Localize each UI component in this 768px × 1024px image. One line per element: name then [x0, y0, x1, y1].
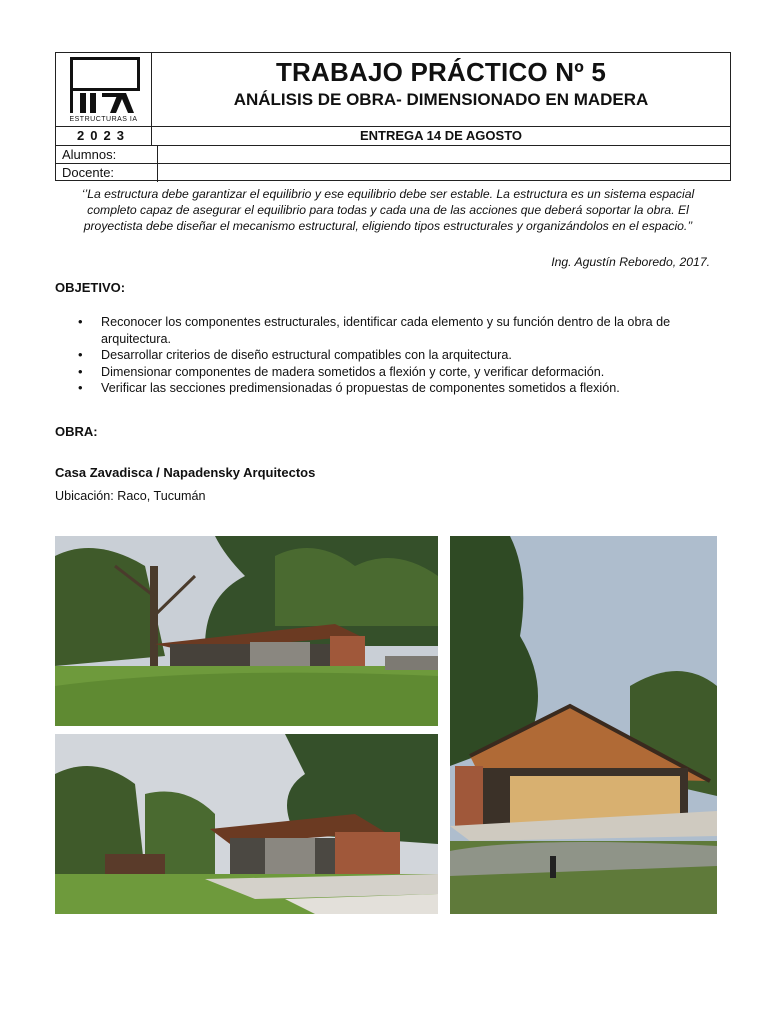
list-item: • Desarrollar criterios de diseño estructural compatibles con la arquitectura. [78, 347, 512, 362]
teacher-field[interactable] [152, 164, 730, 182]
title-cell [152, 53, 730, 126]
objective-heading: OBJETIVO: [55, 280, 126, 295]
project-name: Casa Zavadisca / Napadensky Arquitectos [55, 465, 316, 480]
list-item: • Verificar las secciones predimensionadas ó propuestas de componentes sometidos a flexión. [78, 380, 620, 395]
bullet-icon: • [78, 314, 83, 329]
students-label: Alumnos: [56, 146, 158, 164]
year: 2023 [56, 127, 152, 145]
logo-mark-icon [66, 55, 142, 115]
list-item: • Reconocer los componentes estructurales, identificar cada elemento y su función dentro de la obra de arquitectura. [78, 314, 671, 346]
project-location: Ubicación: Raco, Tucumán [55, 489, 206, 503]
students-field[interactable] [152, 146, 730, 164]
quote-attribution: Ing. Agustín Reboredo, 2017. [551, 255, 710, 269]
logo-caption: ESTRUCTURAS IA [69, 116, 138, 123]
bullet-icon: • [78, 380, 83, 395]
quote-text: ‘’La estructura debe garantizar el equilibrio y ese equilibrio debe ser estable. La estructura es un sistema espacial completo capaz de asegurar el equilibrio para todas y cada una de las acciones que deberá soportar la obra. El proyectista debe diseñar el mecanismo estructural, eligiendo tipos estructurales y organizándolos en el espacio.’’ [81, 187, 695, 233]
work-heading: OBRA: [55, 424, 98, 439]
house-photo-hillside [55, 536, 438, 726]
bullet-icon: • [78, 363, 83, 379]
house-photo-dusk [450, 536, 717, 914]
students-row [56, 145, 730, 164]
teacher-row [56, 163, 730, 182]
house-photo-side [55, 734, 438, 914]
objective-list [78, 314, 718, 397]
list-item: • Dimensionar componentes de madera sometidos a flexión y corte, y verificar deformación. [78, 363, 605, 379]
bullet-icon: • [78, 347, 83, 362]
logo [56, 53, 152, 126]
delivery-date: ENTREGA 14 DE AGOSTO [359, 128, 523, 143]
header-table [55, 52, 731, 181]
page-subtitle: ANÁLISIS DE OBRA- DIMENSIONADO EN MADERA [233, 90, 649, 109]
page-title: TRABAJO PRÁCTICO Nº 5 [275, 57, 607, 87]
teacher-label: Docente: [56, 164, 158, 182]
year-row [56, 126, 730, 145]
